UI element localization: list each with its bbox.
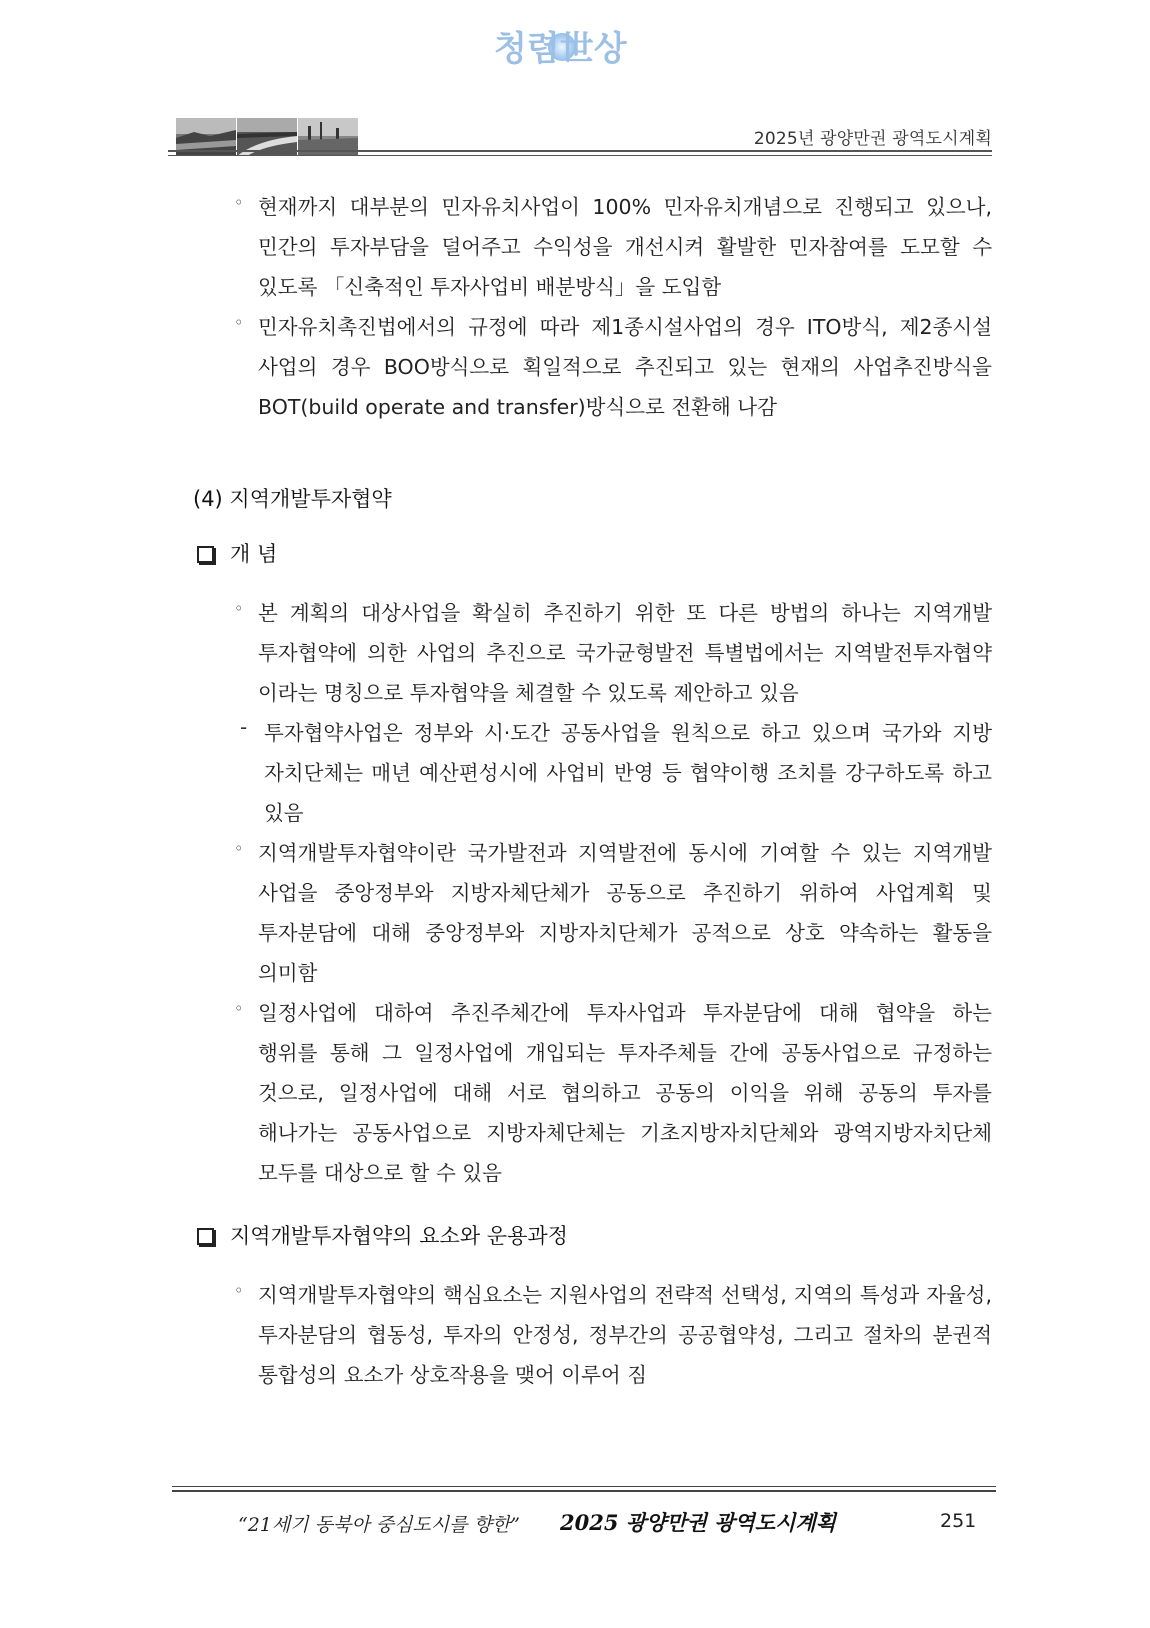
paragraph-line: 이라는 명칭으로 투자협약을 체결할 수 있도록 제안하고 있음 — [258, 681, 799, 705]
paragraph-line: 투자협약사업은 정부와 시·도간 공동사업을 원칙으로 하고 있으며 국가와 지방 — [264, 721, 992, 745]
paragraph-line: 지역개발투자협약의 핵심요소는 지원사업의 전략적 선택성, 지역의 특성과 자율성, — [258, 1283, 992, 1307]
paragraph-line: 것으로, 일정사업에 대해 서로 협의하고 공동의 이익을 위해 공동의 투자를 — [258, 1081, 992, 1105]
paragraph-line: 지역개발투자협약이란 국가발전과 지역발전에 동시에 기여할 수 있는 지역개발 — [258, 841, 992, 865]
footer-slogan: “21세기 동북아 중심도시를 향한” — [238, 1514, 520, 1536]
paragraph-line: 투자분담의 협동성, 투자의 안정성, 정부간의 공공협약성, 그리고 절차의 분권적 — [258, 1323, 992, 1347]
bullet-marker: ◦ — [234, 193, 244, 212]
paragraph-line: 투자분담에 대해 중앙정부와 지방자치단체가 공적으로 상호 약속하는 활동을 — [258, 921, 992, 945]
section-heading: (4) 지역개발투자협약 — [193, 487, 392, 511]
paragraph-line: 있도록 「신축적인 투자사업비 배분방식」을 도입함 — [258, 275, 722, 299]
paragraph-line: 해나가는 공동사업으로 지방자체단체는 기초지방자치단체와 광역지방자치단체 — [258, 1121, 992, 1145]
svg-text:청렴世상: 청렴世상 — [494, 29, 627, 69]
bullet-marker: ◦ — [234, 999, 244, 1018]
paragraph-line: 민자유치촉진법에서의 규정에 따라 제1종시설사업의 경우 ITO방식, 제2종시설 — [258, 315, 992, 339]
paragraph-line: 자치단체는 매년 예산편성시에 사업비 반영 등 협약이행 조치를 강구하도록 하고 — [264, 761, 992, 785]
paragraph-line: 모두를 대상으로 할 수 있음 — [258, 1161, 502, 1185]
paragraph-line: 사업의 경우 BOO방식으로 획일적으로 추진되고 있는 현재의 사업추진방식을 — [258, 355, 992, 379]
square-bullet-icon — [197, 1228, 214, 1245]
paragraph-line: 사업을 중앙정부와 지방자체단체가 공동으로 추진하기 위하여 사업계획 및 — [258, 881, 992, 905]
paragraph-line: 현재까지 대부분의 민자유치사업이 100% 민자유치개념으로 진행되고 있으나, — [258, 195, 992, 219]
bullet-marker: ◦ — [234, 313, 244, 332]
bullet-marker: ◦ — [234, 839, 244, 858]
footer-rule-thick — [172, 1490, 996, 1492]
dash-marker: - — [240, 715, 248, 739]
clean-world-logo-icon — [490, 20, 670, 76]
page-number: 251 — [940, 1510, 977, 1532]
paragraph-line: 통합성의 요소가 상호작용을 맺어 이루어 짐 — [258, 1363, 648, 1387]
subsection-heading-concept: 개 념 — [230, 542, 278, 566]
header-title: 2025년 광양만권 광역도시계획 — [753, 129, 992, 149]
clean-world-logo — [490, 20, 670, 76]
paragraph-line: 행위를 통해 그 일정사업에 개입되는 투자주체들 간에 공동사업으로 규정하는 — [258, 1041, 992, 1065]
footer-title: 2025 광양만권 광역도시계획 — [560, 1510, 836, 1535]
paragraph-line: 일정사업에 대하여 추진주체간에 투자사업과 투자분담에 대해 협약을 하는 — [258, 1001, 992, 1025]
header-rule-thick — [168, 150, 992, 152]
paragraph-line: 있음 — [264, 801, 304, 825]
square-bullet-icon — [197, 546, 214, 563]
paragraph-line: 민간의 투자부담을 덜어주고 수익성을 개선시켜 활발한 민자참여를 도모할 수 — [258, 235, 992, 259]
bullet-marker: ◦ — [234, 1281, 244, 1300]
paragraph-line: BOT(build operate and transfer)방식으로 전환해 나감 — [258, 395, 777, 419]
header-rule-thin — [168, 155, 992, 156]
bullet-marker: ◦ — [234, 599, 244, 618]
paragraph-line: 본 계획의 대상사업을 확실히 추진하기 위한 또 다른 방법의 하나는 지역개발 — [258, 601, 992, 625]
footer-rule-thin — [172, 1486, 996, 1487]
paragraph-line: 의미함 — [258, 961, 318, 985]
subsection-heading-elements: 지역개발투자협약의 요소와 운용과정 — [230, 1224, 568, 1248]
paragraph-line: 투자협약에 의한 사업의 추진으로 국가균형발전 특별법에서는 지역발전투자협약 — [258, 641, 992, 665]
